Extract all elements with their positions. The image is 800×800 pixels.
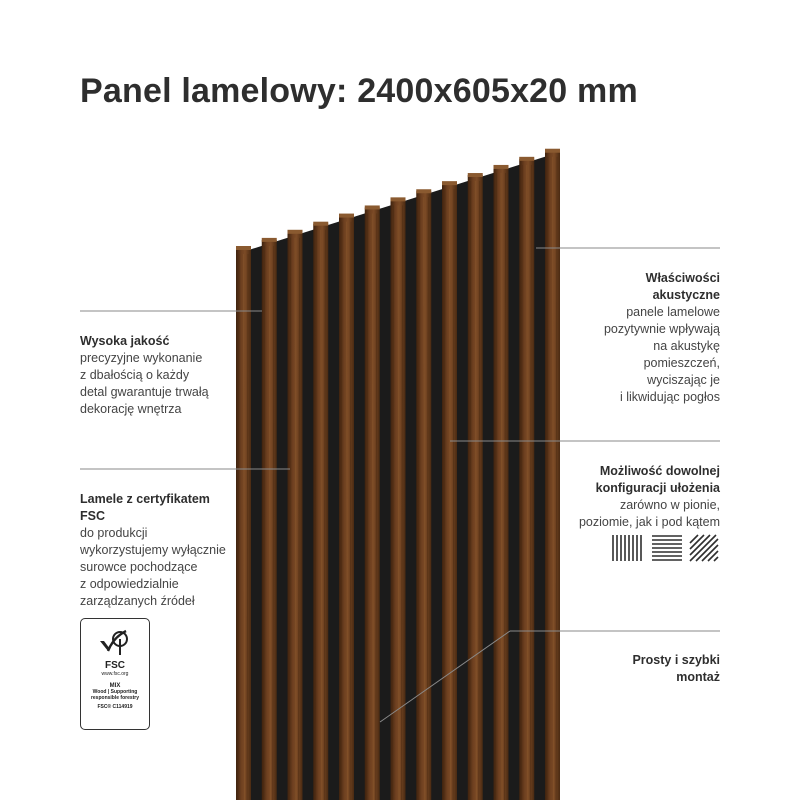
page-title: Panel lamelowy: 2400x605x20 mm [80, 72, 638, 110]
fsc-code: FSC® C114919 [97, 704, 133, 710]
callout-mount [632, 652, 720, 686]
wood-slat-top [262, 238, 277, 242]
fsc-url: www.fsc.org [101, 671, 129, 677]
fsc-mix: MIX [109, 683, 121, 689]
callout-acoustic [604, 270, 720, 406]
callout-fsc-desc: do produkcji wykorzystujemy wyłącznie surowce pochodzące z odpowiedzialnie zarządzanych źródeł [80, 526, 226, 608]
wood-slat-top [288, 230, 303, 234]
wood-slat-top [519, 157, 534, 161]
wood-slat-top [236, 246, 251, 250]
orientation-icons [612, 533, 720, 563]
wood-slat-top [313, 222, 328, 226]
wood-slat-top [339, 214, 354, 218]
callout-acoustic-title: Właściwości akustyczne [645, 271, 720, 302]
callout-mount-title: Prosty i szybki montaż [632, 653, 720, 684]
wood-slat-top [391, 197, 406, 201]
callout-fsc-title: Lamele z certyfikatem FSC [80, 492, 210, 523]
callout-quality-desc: precyzyjne wykonanie z dbałością o każdy detal gwarantuje trwałą dekorację wnętrza [80, 351, 209, 416]
callout-quality-title: Wysoka jakość [80, 334, 170, 348]
wood-slat-top [494, 165, 509, 169]
callout-acoustic-desc: panele lamelowe pozytywnie wpływają na akustykę pomieszczeń, wyciszając je i likwidując pogłos [603, 305, 720, 404]
wood-slat-top [365, 205, 380, 209]
horizontal-lines-icon [652, 536, 682, 560]
fsc-logo [80, 618, 150, 730]
wood-slat-top [416, 189, 431, 193]
fsc-line1: Wood | Supporting [92, 689, 138, 695]
wood-slat-top [442, 181, 457, 185]
vertical-lines-icon [613, 535, 641, 561]
callout-quality [80, 333, 209, 418]
fsc-line2: responsible forestry [90, 695, 140, 701]
fsc-letters: FSC [105, 660, 125, 671]
callout-config-title: Możliwość dowolnej konfiguracji ułożenia [595, 464, 720, 495]
diagonal-lines-icon [690, 535, 718, 561]
wood-slat-top [468, 173, 483, 177]
callout-config [579, 463, 720, 531]
callout-fsc [80, 491, 226, 610]
fsc-tree-checkmark-icon [96, 627, 134, 657]
wood-slat-top [545, 149, 560, 153]
callout-config-desc: zarówno w pionie, poziomie, jak i pod kątem [578, 498, 720, 529]
